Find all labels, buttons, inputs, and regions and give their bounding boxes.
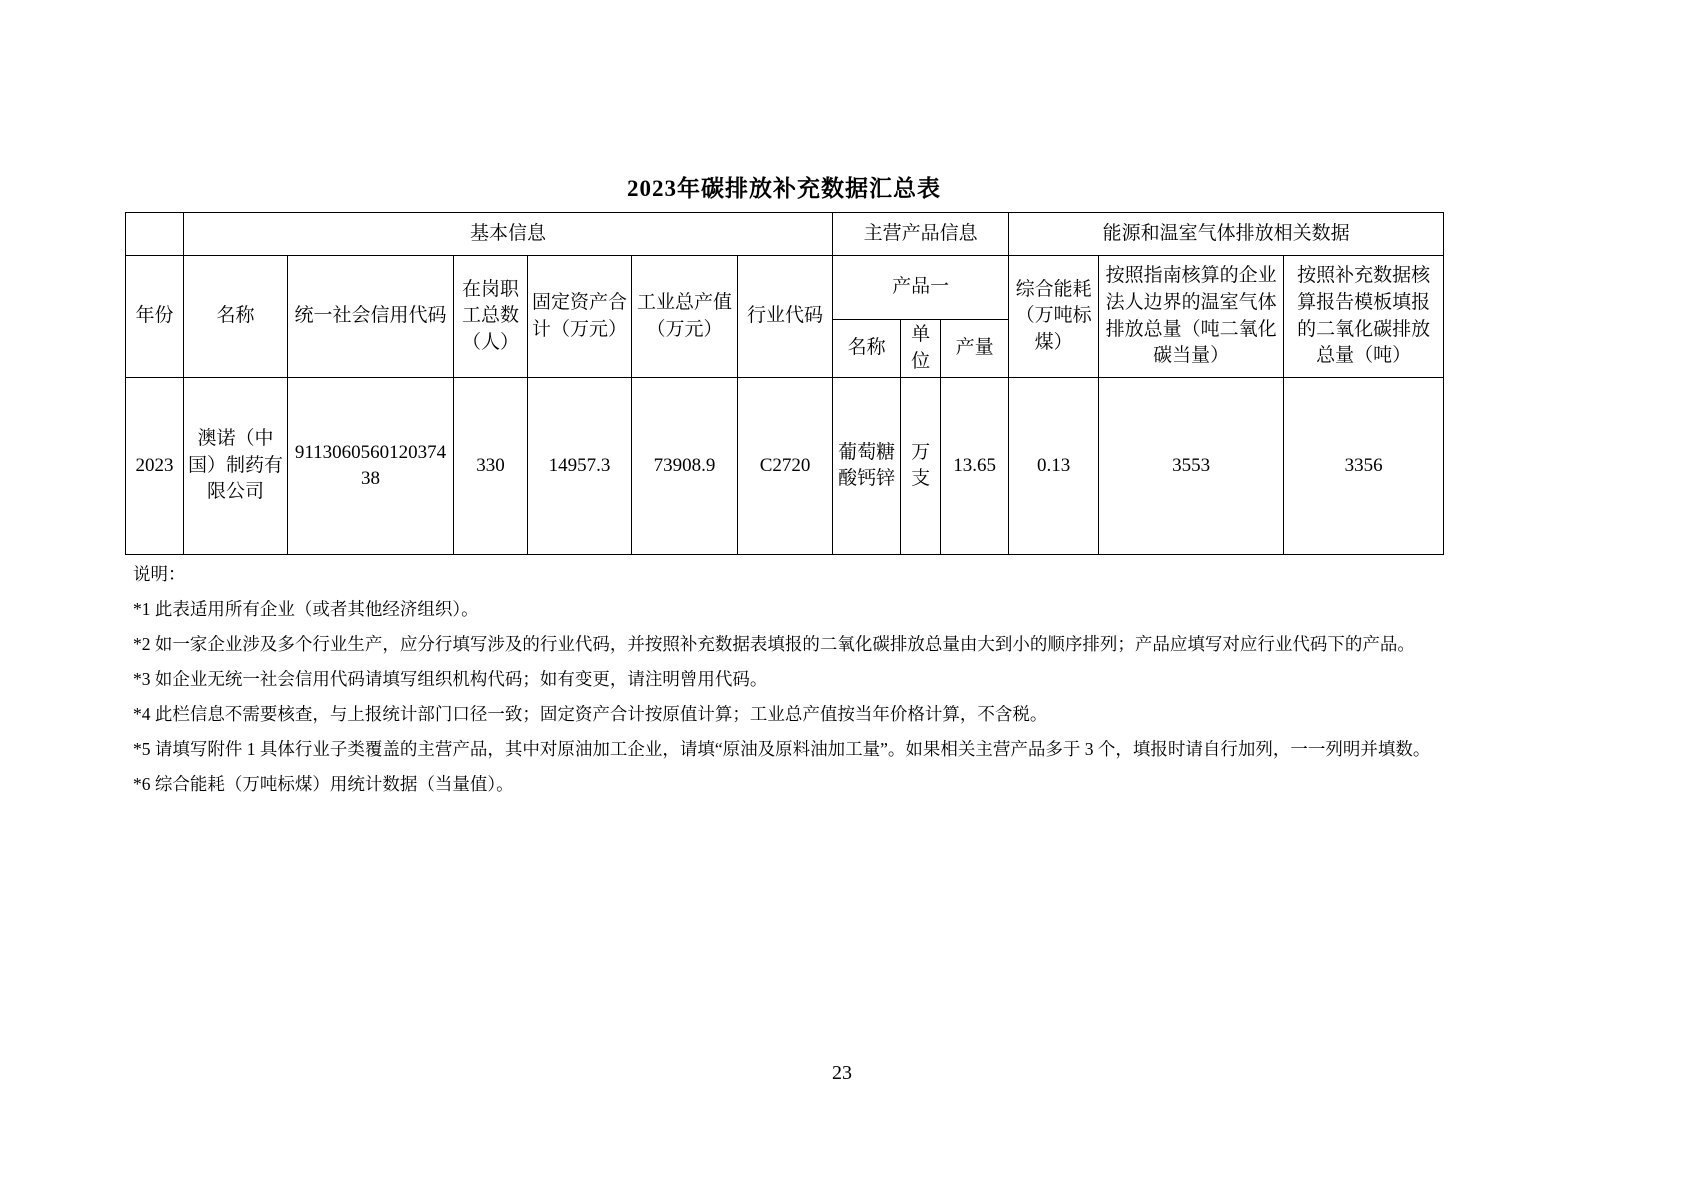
cell-ghg-guideline: 3553	[1099, 378, 1284, 555]
notes-section	[133, 563, 1593, 795]
carbon-emission-summary-table	[125, 212, 1444, 555]
header-product-quantity: 产量	[941, 320, 1009, 378]
note-line-6: *6 综合能耗（万吨标煤）用统计数据（当量值）。	[133, 774, 514, 795]
cell-credit-code: 911306056012037438	[288, 378, 454, 555]
cell-industrial-output: 73908.9	[632, 378, 738, 555]
cell-year: 2023	[126, 378, 184, 555]
corner-cell	[126, 213, 184, 256]
header-product-name: 名称	[833, 320, 901, 378]
cell-product-name: 葡萄糖酸钙锌	[833, 378, 901, 555]
cell-employees: 330	[454, 378, 528, 555]
group-header-energy-info: 能源和温室气体排放相关数据	[1009, 213, 1444, 256]
cell-co2-supplementary: 3356	[1284, 378, 1444, 555]
header-industry-code: 行业代码	[738, 256, 833, 378]
header-ghg-guideline: 按照指南核算的企业法人边界的温室气体排放总量（吨二氧化碳当量）	[1099, 256, 1284, 378]
header-employees: 在岗职工总数（人）	[454, 256, 528, 378]
group-header-row	[126, 213, 1444, 256]
cell-product-unit: 万支	[901, 378, 941, 555]
header-energy-consumption: 综合能耗（万吨标煤）	[1009, 256, 1099, 378]
header-product-one: 产品一	[833, 256, 1009, 320]
cell-energy-consumption: 0.13	[1009, 378, 1099, 555]
cell-industry-code: C2720	[738, 378, 833, 555]
note-line-5: *5 请填写附件 1 具体行业子类覆盖的主营产品，其中对原油加工企业，请填“原油及原料油加工量”。如果相关主营产品多于 3 个，填报时请自行加列，一一列明并填数。	[133, 739, 1431, 760]
header-year: 年份	[126, 256, 184, 378]
notes-label: 说明：	[133, 564, 186, 585]
column-header-row	[126, 256, 1444, 320]
cell-name: 澳诺（中国）制药有限公司	[184, 378, 288, 555]
header-product-unit: 单位	[901, 320, 941, 378]
page-title: 2023年碳排放补充数据汇总表	[627, 176, 941, 201]
table-row	[126, 378, 1444, 555]
cell-product-quantity: 13.65	[941, 378, 1009, 555]
page-number: 23	[832, 1062, 852, 1084]
group-header-basic-info: 基本信息	[184, 213, 833, 256]
group-header-product-info: 主营产品信息	[833, 213, 1009, 256]
note-line-4: *4 此栏信息不需要核查，与上报统计部门口径一致；固定资产合计按原值计算；工业总产值按当年价格计算，不含税。	[133, 704, 1048, 725]
header-credit-code: 统一社会信用代码	[288, 256, 454, 378]
note-line-2: *2 如一家企业涉及多个行业生产，应分行填写涉及的行业代码，并按照补充数据表填报的二氧化碳排放总量由大到小的顺序排列；产品应填写对应行业代码下的产品。	[133, 634, 1415, 655]
note-line-3: *3 如企业无统一社会信用代码请填写组织机构代码；如有变更，请注明曾用代码。	[133, 669, 768, 690]
cell-fixed-assets: 14957.3	[528, 378, 632, 555]
header-fixed-assets: 固定资产合计（万元）	[528, 256, 632, 378]
note-line-1: *1 此表适用所有企业（或者其他经济组织）。	[133, 599, 479, 620]
header-industrial-output: 工业总产值（万元）	[632, 256, 738, 378]
header-name: 名称	[184, 256, 288, 378]
header-co2-supplementary: 按照补充数据核算报告模板填报的二氧化碳排放总量（吨）	[1284, 256, 1444, 378]
